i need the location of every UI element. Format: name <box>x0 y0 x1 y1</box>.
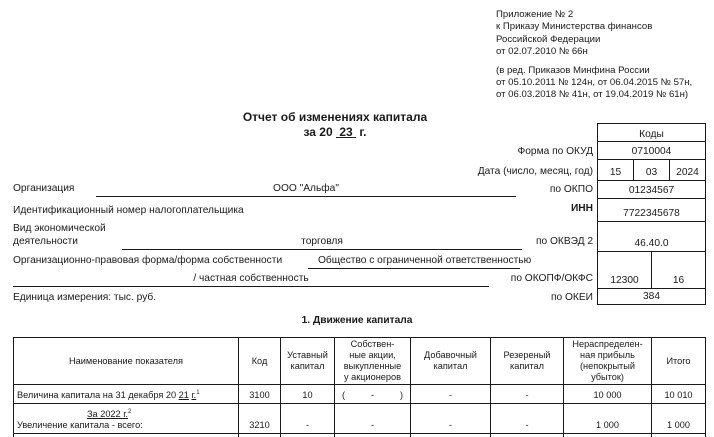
col-header-total: Итого <box>652 338 706 385</box>
cell-own-shares[interactable]: - <box>335 404 411 434</box>
table-header-row <box>14 338 706 385</box>
cell-charter[interactable]: 10 <box>281 385 335 404</box>
period-suffix: г. <box>359 125 367 139</box>
cell-reserve[interactable]: - <box>491 385 564 404</box>
okved-value[interactable]: 46.40.0 <box>634 238 669 249</box>
table-row <box>14 404 706 434</box>
ownership-underline <box>13 286 489 287</box>
period-year: 23 <box>339 125 353 139</box>
okud-row <box>598 141 705 159</box>
okved-label: по ОКВЭД 2 <box>535 236 593 247</box>
appendix-line: от 02.07.2010 № 66н <box>496 46 588 58</box>
activity-label-1: Вид экономической <box>13 223 106 234</box>
col-header-name: Наименование показателя <box>14 338 239 385</box>
edition-line: от 05.10.2011 № 124н, от 06.04.2015 № 57н, <box>496 77 693 89</box>
okfs-value[interactable]: 16 <box>651 252 705 288</box>
activity-underline <box>122 249 522 250</box>
cell-retained[interactable]: 1 000 <box>564 404 652 434</box>
report-title: Отчет об изменениях капитала <box>242 110 428 124</box>
cell-retained[interactable]: 10 000 <box>564 385 652 404</box>
org-underline <box>96 196 516 197</box>
cell-additional[interactable]: - <box>411 404 491 434</box>
codes-box <box>597 123 706 305</box>
col-header-reserve: Резереный капитал <box>491 338 564 385</box>
org-value[interactable]: ООО "Альфа" <box>273 183 339 194</box>
period-prefix: за 20 <box>303 125 333 139</box>
date-day[interactable]: 15 <box>609 167 622 178</box>
appendix-line: к Приказу Министерства финансов <box>496 21 653 33</box>
okud-label: Форма по ОКУД <box>517 146 593 157</box>
row-code: 3210 <box>239 404 281 434</box>
report-period <box>200 125 470 139</box>
okpo-label: по ОКПО <box>549 184 593 195</box>
row-name: За 2022 г.$^2$ Увеличение капитала - всего: <box>14 404 239 434</box>
inn-value[interactable]: 7722345678 <box>623 208 680 219</box>
ownership-value[interactable]: / частная собственность <box>193 273 309 284</box>
col-header-code: Код <box>239 338 281 385</box>
row-code: 3100 <box>239 385 281 404</box>
col-header-additional: Добавочный капитал <box>411 338 491 385</box>
edition-line: (в ред. Приказов Минфина России <box>496 64 650 76</box>
okpo-value[interactable]: 01234567 <box>628 185 675 196</box>
col-header-own-shares: Собствен- ные акции, выкупленные у акционеров <box>335 338 411 385</box>
okopf-label: по ОКОПФ/ОКФС <box>510 273 593 284</box>
date-label: Дата (число, месяц, год) <box>477 166 593 177</box>
legal-form-underline <box>308 268 520 269</box>
inn-row <box>598 198 705 221</box>
okopf-row <box>598 251 705 288</box>
legal-form-label: Организационно-правовая форма/форма собственности <box>13 255 283 266</box>
appendix-line: Российской Федерации <box>496 33 601 45</box>
col-header-charter: Уставный капитал <box>281 338 335 385</box>
activity-value[interactable]: торговля <box>301 236 343 247</box>
table-row <box>14 385 706 404</box>
cell-own-shares[interactable]: ( - ) <box>335 385 411 404</box>
edition-line: от 06.03.2018 № 41н, от 19.04.2019 № 61н) <box>496 89 689 101</box>
okei-label: по ОКЕИ <box>551 292 593 303</box>
okei-value[interactable]: 384 <box>643 291 660 302</box>
cell-reserve[interactable]: - <box>491 404 564 434</box>
date-year[interactable]: 2024 <box>669 160 705 180</box>
inn-code-label: ИНН <box>570 203 593 214</box>
unit-label: Единица измерения: тыс. руб. <box>13 292 157 303</box>
appendix-note <box>496 9 692 102</box>
date-row <box>598 159 705 180</box>
okud-value[interactable]: 0710004 <box>631 146 672 157</box>
okei-row <box>598 288 705 304</box>
codes-header-row <box>598 124 705 142</box>
okved-row <box>598 221 705 251</box>
table-row-partial <box>14 434 706 437</box>
section-title: 1. Движение капитала <box>301 315 413 326</box>
cell-additional[interactable]: - <box>411 385 491 404</box>
capital-movement-table <box>13 337 706 437</box>
okopf-value[interactable]: 12300 <box>610 275 639 286</box>
date-month[interactable]: 03 <box>633 160 669 180</box>
inn-label: Идентификационный номер налогоплательщика <box>13 205 244 216</box>
cell-charter[interactable]: - <box>281 404 335 434</box>
cell-total[interactable]: 1 000 <box>652 404 706 434</box>
activity-label-2: деятельности <box>13 236 78 247</box>
appendix-line: Приложение № 2 <box>496 9 574 20</box>
row-name: Величина капитала на 31 декабря 20 21 г.$^1$ <box>14 385 239 404</box>
codes-header: Коды <box>639 129 664 140</box>
col-header-retained: Нераспределен- ная прибыль (непокрытый убыток) <box>564 338 652 385</box>
cell-total[interactable]: 10 010 <box>652 385 706 404</box>
okpo-row <box>598 180 705 198</box>
org-label: Организация <box>13 183 75 194</box>
legal-form-value[interactable]: Общество с ограниченной ответственностью <box>318 255 532 266</box>
